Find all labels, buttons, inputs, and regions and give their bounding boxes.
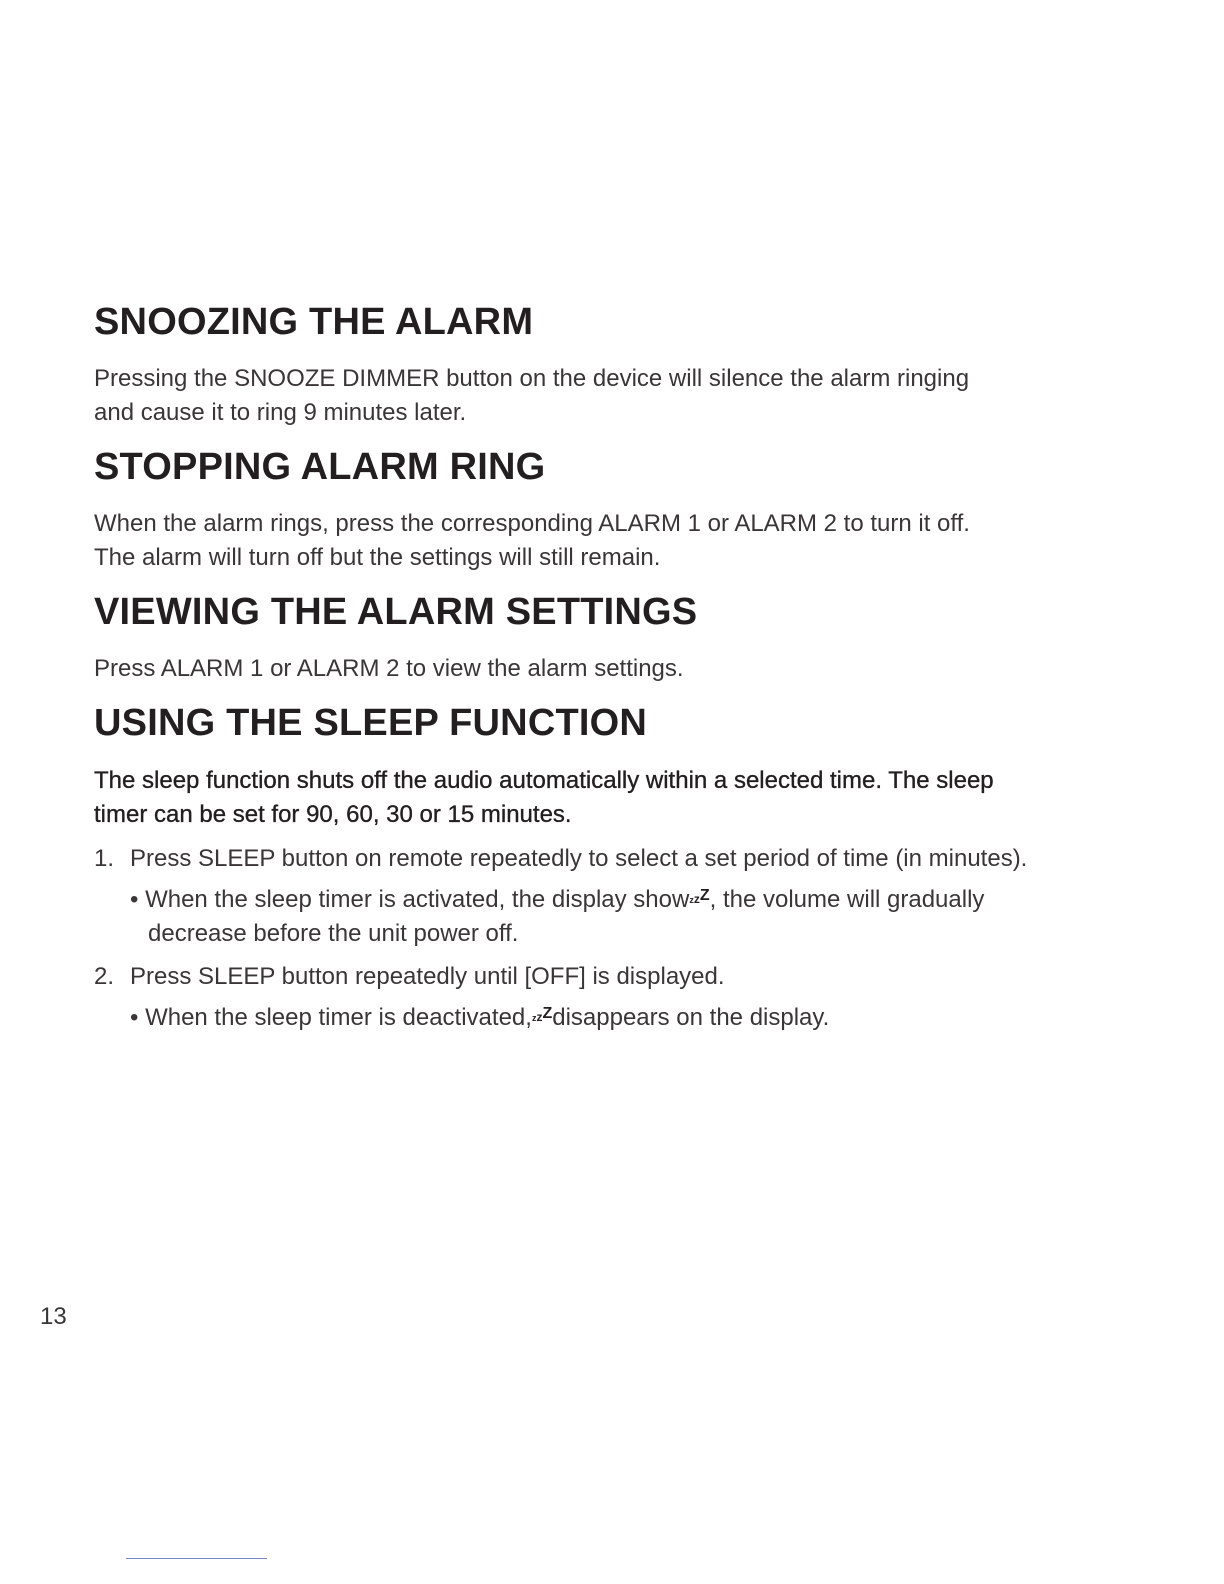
body-line: Pressing the SNOOZE DIMMER button on the device will silence the alarm ringing <box>94 365 970 392</box>
bullet-text: , the volume will gradually <box>709 886 985 913</box>
section-heading-stopping: STOPPING ALARM RING <box>94 446 546 488</box>
list-item-step-1 <box>0 842 1224 876</box>
intro-line: timer can be set for 90, 60, 30 or 15 minutes. <box>94 801 572 828</box>
section-body-snoozing <box>94 362 1154 430</box>
list-item-step-2 <box>0 960 1224 994</box>
section-body-viewing <box>94 652 1154 686</box>
section-heading-sleep: USING THE SLEEP FUNCTION <box>94 702 648 744</box>
footer-rule <box>126 1558 267 1559</box>
body-line: The alarm will turn off but the settings will still remain. <box>94 544 661 571</box>
zzz-sleep-icon: zzZ <box>531 1005 553 1024</box>
body-line: and cause it to ring 9 minutes later. <box>94 399 467 426</box>
bullet-text: • When the sleep timer is deactivated, <box>130 1004 532 1031</box>
intro-line: The sleep function shuts off the audio automatically within a selected time. The sleep <box>94 767 994 794</box>
section-intro-sleep <box>94 764 1154 832</box>
section-heading-viewing: VIEWING THE ALARM SETTINGS <box>94 591 698 633</box>
step-text: Press SLEEP button repeatedly until [OFF] is displayed. <box>130 963 725 990</box>
section-body-stopping <box>94 507 1154 575</box>
step-number: 1. <box>94 845 115 872</box>
step-number: 2. <box>94 963 115 990</box>
page-number: 13 <box>40 1303 67 1330</box>
step-text: Press SLEEP button on remote repeatedly to select a set period of time (in minutes). <box>130 845 1028 872</box>
body-line: Press ALARM 1 or ALARM 2 to view the alarm settings. <box>94 655 684 682</box>
bullet-text: • When the sleep timer is activated, the display show <box>130 886 690 913</box>
zzz-sleep-icon: zzZ <box>689 887 710 906</box>
bullet-text: disappears on the display. <box>552 1004 830 1031</box>
bullet-item-step-1 <box>130 883 984 921</box>
body-line: When the alarm rings, press the corresponding ALARM 1 or ALARM 2 to turn it off. <box>94 510 970 537</box>
bullet-item-step-2 <box>130 1001 829 1039</box>
bullet-continuation: decrease before the unit power off. <box>148 920 519 947</box>
section-heading-snoozing: SNOOZING THE ALARM <box>94 301 534 343</box>
